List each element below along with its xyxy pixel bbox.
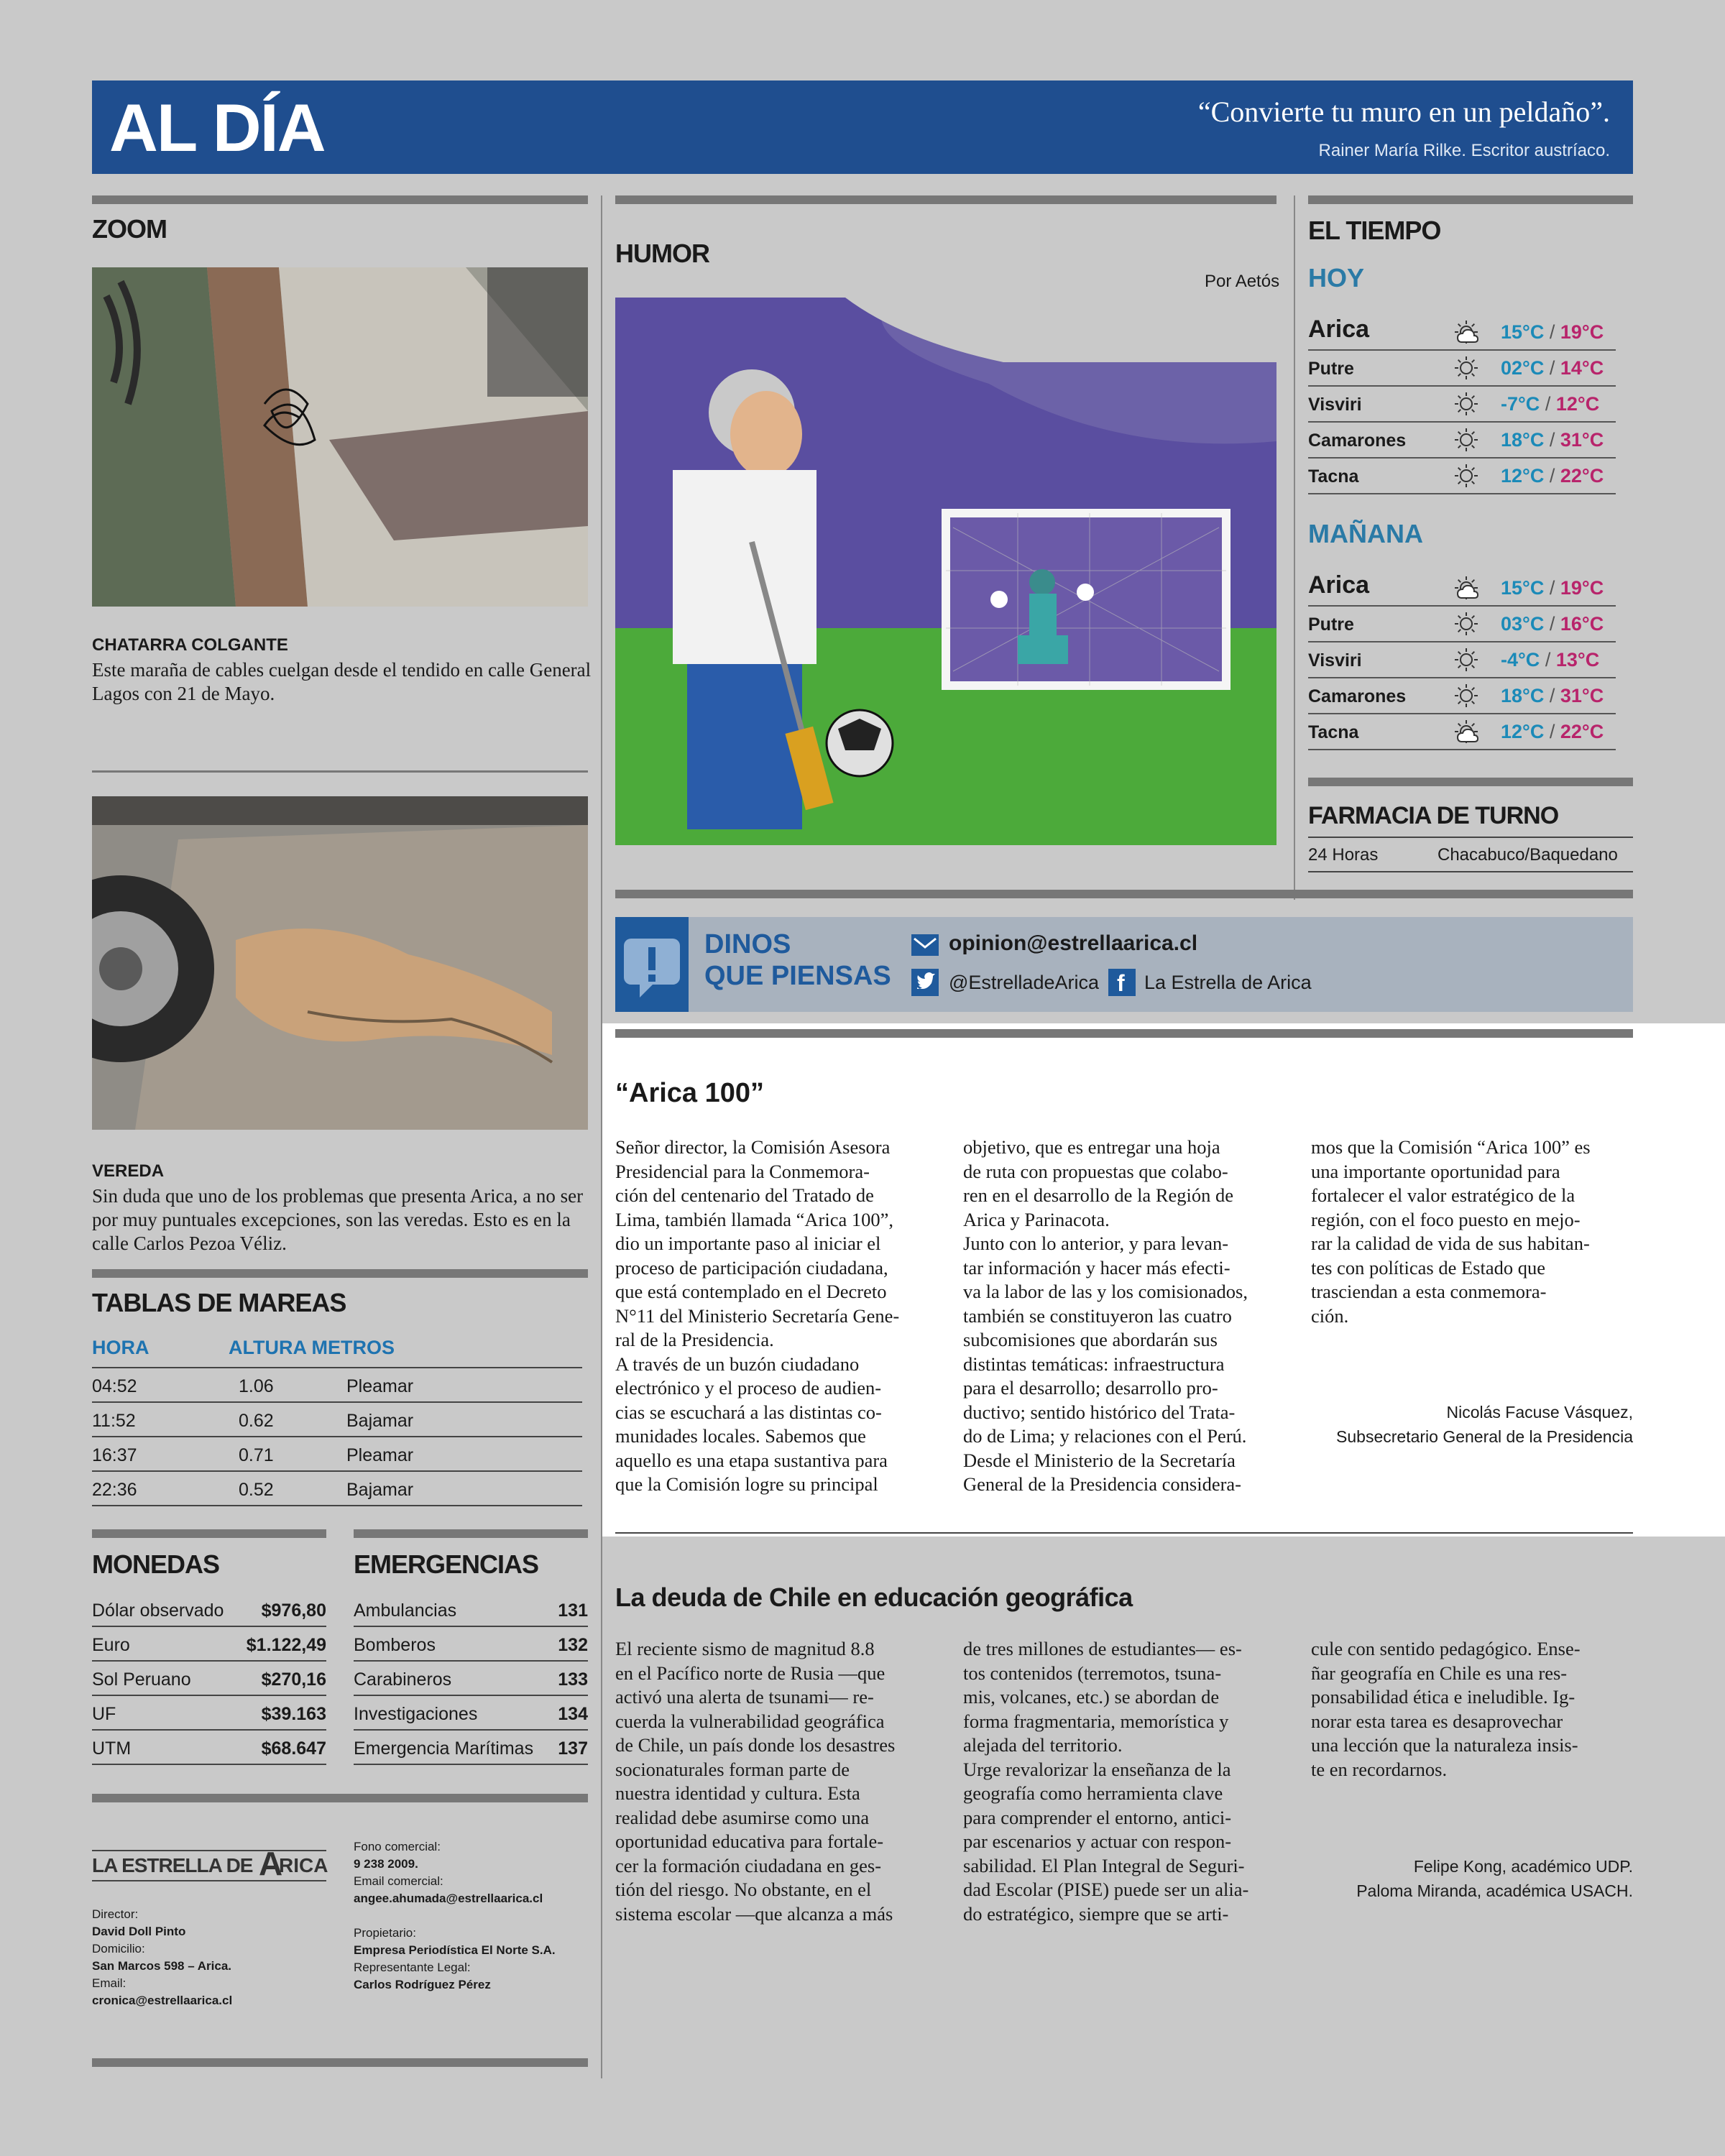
section-bar: [615, 890, 1633, 898]
zoom-photo-sidewalk: [92, 796, 588, 1130]
contact-twitter[interactable]: @EstrelladeArica: [949, 972, 1099, 993]
weather-row-putre: [1308, 605, 1616, 642]
table-row: 16:37 0.71 Pleamar: [92, 1437, 582, 1472]
divider: [92, 770, 588, 773]
section-bar: [354, 1529, 588, 1538]
section-bar: [92, 1794, 588, 1802]
weather-row-visviri: [1308, 385, 1616, 423]
sun-icon: [1452, 390, 1481, 418]
table-row: Emergencia Marítimas 137: [354, 1731, 588, 1765]
weather-city: Arica: [1308, 571, 1370, 599]
imprint-right: Fono comercial: 9 238 2009. Email comercial: angee.ahumada@estrellaarica.cl Propietario: Empresa Periodística El Norte S.A. Representante Legal: Carlos Rodríguez Pérez: [354, 1840, 556, 1991]
weather-row-camarones: [1308, 677, 1616, 714]
letter2-col2: de tres millones de estudiantes— es- tos contenidos (terremotos, tsuna- mis, volcanes, etc.) se abordan de forma fragmentaria, memorística y alejada del territorio. Urge revalorizar la enseñanza de la geografía como herramienta clave para comprender el entorno, antici- par escenarios y actuar con respon- sabilidad. El Plan Integral de Seguri- dad Escolar (PISE) puede ser un alia- do estratégico, siempre que se arti-: [963, 1638, 1249, 1925]
weather-row-camarones: [1308, 421, 1616, 459]
photo2-caption: Sin duda que uno de los problemas que presenta Arica, a no ser por muy puntuales excepciones, son las veredas. Esto es en la calle Carlos Pezoa Véliz.: [92, 1185, 584, 1254]
section-bar: [615, 195, 1276, 204]
divider: [615, 1532, 1633, 1534]
header-quote: “Convierte tu muro en un peldaño”.: [1197, 96, 1610, 128]
email-icon: [911, 934, 939, 956]
sun-icon: [1452, 609, 1481, 638]
sun-icon: [1452, 645, 1481, 674]
contact-label-1: DINOS: [704, 929, 791, 959]
section-bar: [1308, 778, 1633, 786]
tides-col-height: ALTURA METROS: [229, 1337, 395, 1358]
pharmacy-address: Chacabuco/Baquedano: [1438, 845, 1618, 865]
section-bar: [92, 1529, 326, 1538]
contact-strip: [615, 917, 1633, 1012]
weather-temp: 18°C / 31°C: [1501, 429, 1604, 451]
twitter-icon: [911, 969, 939, 996]
weather-temp: 12°C / 22°C: [1501, 465, 1604, 487]
section-title: AL DÍA: [109, 90, 325, 165]
weather-city: Camarones: [1308, 686, 1407, 706]
letter2-col3: cule con sentido pedagógico. Ense- ñar geografía en Chile es una res- ponsabilidad ética e ineludible. Ig- norar esta tarea es desaprovechar una lección que la naturaleza insis- te en recordarnos.: [1311, 1638, 1581, 1780]
facebook-icon: f: [1108, 969, 1136, 996]
table-row: Bomberos 132: [354, 1627, 588, 1662]
table-row: 04:52 1.06 Pleamar: [92, 1368, 582, 1403]
header-quote-author: Rainer María Rilke. Escritor austríaco.: [1318, 141, 1610, 160]
letter2-title: La deuda de Chile en educación geográfica: [615, 1583, 1133, 1612]
weather-temp: -7°C / 12°C: [1501, 393, 1600, 415]
section-banner: [92, 80, 1633, 174]
alert-icon: [615, 917, 689, 1012]
table-row: 22:36 0.52 Bajamar: [92, 1472, 582, 1506]
weather-city: Tacna: [1308, 722, 1359, 742]
table-row: UF $39.163: [92, 1696, 326, 1731]
zoom-title: ZOOM: [92, 214, 167, 244]
weather-row-putre: [1308, 349, 1616, 387]
sun-icon: [1452, 354, 1481, 382]
weather-temp: 03°C / 16°C: [1501, 613, 1604, 635]
weather-title: EL TIEMPO: [1308, 216, 1441, 245]
tides-col-hour: HORA: [92, 1337, 150, 1358]
sun-icon: [1452, 681, 1481, 710]
imprint-left: Director: David Doll Pinto Domicilio: San Marcos 598 – Arica. Email: cronica@estrellaarica.cl: [92, 1907, 233, 2007]
photo2-caption-title: VEREDA: [92, 1161, 165, 1181]
divider: [1308, 871, 1633, 872]
table-row: Ambulancias 131: [354, 1593, 588, 1627]
divider: [1308, 837, 1633, 838]
section-bar: [615, 1029, 1633, 1038]
weather-city: Visviri: [1308, 395, 1362, 415]
table-row: Sol Peruano $270,16: [92, 1662, 326, 1696]
weather-tomorrow-label: MAÑANA: [1308, 519, 1423, 548]
section-bar: [92, 2058, 588, 2067]
letter1-col1: Señor director, la Comisión Asesora Presidencial para la Conmemora- ción del centenario del Tratado de Lima, también llamada “Arica 100”, dio un importante paso al iniciar el proceso de participación ciudadana, que está contemplado en el Decreto N°11 del Ministerio Secretaría Gene- ral de la Presidencia. A través de un buzón ciudadano electrónico y el proceso de audien- cias se escuchará a las distintas co- munidades locales. Sabemos que aquello es una etapa sustantiva para que la Comisión logre su principal: [615, 1136, 900, 1495]
contact-facebook[interactable]: La Estrella de Arica: [1144, 972, 1312, 993]
tides-title: TABLAS DE MAREAS: [92, 1288, 346, 1317]
weather-row-arica: [1308, 561, 1616, 607]
table-row: Dólar observado $976,80: [92, 1593, 326, 1627]
table-row: UTM $68.647: [92, 1731, 326, 1765]
photo1-caption: Este maraña de cables cuelgan desde el tendido en calle General Lagos con 21 de Mayo.: [92, 659, 592, 704]
weather-row-visviri: [1308, 641, 1616, 678]
zoom-photo-cables: [92, 267, 588, 607]
section-bar: [1308, 195, 1633, 204]
currencies-title: MONEDAS: [92, 1549, 220, 1579]
letter2-col1: El reciente sismo de magnitud 8.8 en el Pacífico norte de Rusia —que activó una alerta de tsunami— re- cuerda la vulnerabilidad geográfica de Chile, un país donde los desastres socionaturales forman parte de nuestra identidad y cultura. Esta realidad debe asumirse como una oportunidad educativa para fortale- cer la formación ciudadana en ges- tión del riesgo. No obstante, en el sistema escolar —que alcanza a más: [615, 1638, 896, 1925]
contact-email[interactable]: opinion@estrellaarica.cl: [949, 931, 1198, 955]
weather-today-label: HOY: [1308, 263, 1365, 292]
column-divider: [1294, 195, 1295, 900]
humor-credit: Por Aetós: [1205, 272, 1280, 291]
weather-temp: 12°C / 22°C: [1501, 721, 1604, 742]
humor-cartoon: [615, 298, 1276, 845]
photo1-caption-title: CHATARRA COLGANTE: [92, 635, 288, 655]
sun-icon: [1452, 461, 1481, 490]
contact-label-2: QUE PIENSAS: [704, 961, 891, 991]
weather-temp: 15°C / 19°C: [1501, 321, 1604, 343]
weather-row-tacna: [1308, 457, 1616, 494]
letter1-col2: objetivo, que es entregar una hoja de ruta con propuestas que colabo- ren en el desarrollo de la Región de Arica y Parinacota. Junto con lo anterior, y para levan- tar información y hacer más efecti- va la labor de las y los comisionados, también se constituyeron las cuatro subcomisiones que abordarán sus distintas temáticas: infraestructura para el desarrollo; desarrollo pro- ductivo; sentido histórico del Trata- do de Lima; y relaciones con el Perú. Desde el Ministerio de la Secretaría General de la Presidencia considera-: [963, 1136, 1248, 1495]
table-row: Investigaciones 134: [354, 1696, 588, 1731]
letter2-signature: Felipe Kong, académico UDP. Paloma Miranda, académica USACH.: [1356, 1857, 1633, 1900]
weather-city: Arica: [1308, 315, 1370, 343]
partly-cloudy-icon: [1452, 318, 1481, 346]
letter1-col3: mos que la Comisión “Arica 100” es una importante oportunidad para fortalecer el valor estratégico de la región, con el foco puesto en mejo- rar la calidad de vida de sus habitan- tes con políticas de Estado que trasciendan a esta conmemora- ción.: [1311, 1136, 1591, 1327]
emergencies-title: EMERGENCIAS: [354, 1549, 539, 1579]
weather-temp: -4°C / 13°C: [1501, 649, 1600, 671]
weather-city: Putre: [1308, 359, 1354, 379]
partly-cloudy-icon: [1452, 573, 1481, 602]
sun-icon: [1452, 425, 1481, 454]
letter1-signature: Nicolás Facuse Vásquez, Subsecretario General de la Presidencia: [1336, 1403, 1633, 1446]
weather-temp: 02°C / 14°C: [1501, 357, 1604, 379]
weather-row-arica: [1308, 305, 1616, 351]
weather-temp: 15°C / 19°C: [1501, 577, 1604, 599]
weather-row-tacna: [1308, 713, 1616, 750]
humor-title: HUMOR: [615, 239, 709, 268]
weather-city: Visviri: [1308, 650, 1362, 671]
section-bar: [92, 1269, 588, 1278]
partly-cloudy-icon: [1452, 717, 1481, 746]
table-row: Euro $1.122,49: [92, 1627, 326, 1662]
weather-city: Tacna: [1308, 466, 1359, 487]
pharmacy-hours: 24 Horas: [1308, 845, 1379, 865]
weather-city: Camarones: [1308, 430, 1407, 451]
section-bar: [92, 195, 588, 204]
weather-city: Putre: [1308, 614, 1354, 635]
pharmacy-title: FARMACIA DE TURNO: [1308, 802, 1559, 829]
newspaper-logo: LA ESTRELLA DE A RICA: [92, 1845, 328, 1882]
table-row: Carabineros 133: [354, 1662, 588, 1696]
table-row: 11:52 0.62 Bajamar: [92, 1403, 582, 1437]
weather-temp: 18°C / 31°C: [1501, 685, 1604, 706]
letter1-title: “Arica 100”: [615, 1078, 765, 1108]
